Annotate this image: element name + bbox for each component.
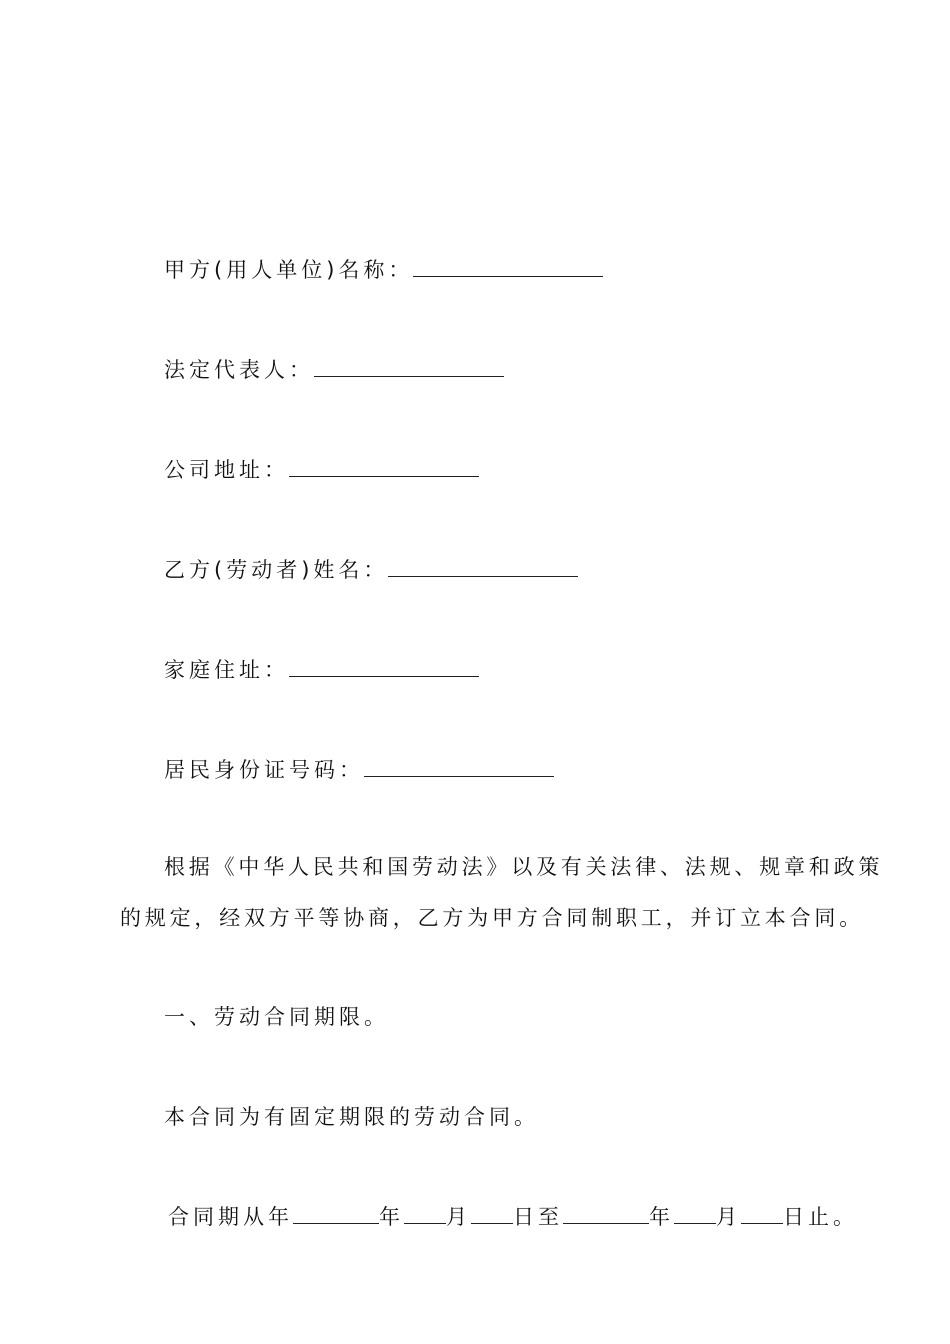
term-year-label: 年 bbox=[379, 1205, 404, 1229]
term-day-to-label: 日至 bbox=[513, 1205, 563, 1229]
start-year-blank[interactable] bbox=[293, 1203, 379, 1224]
party-b-name-blank[interactable] bbox=[388, 556, 578, 577]
term-month-label: 月 bbox=[446, 1205, 471, 1229]
company-address-blank[interactable] bbox=[289, 456, 479, 477]
section1-title: 一、劳动合同期限。 bbox=[164, 1005, 389, 1029]
party-b-name-label: 乙方(劳动者)姓名： bbox=[164, 558, 389, 582]
end-day-blank[interactable] bbox=[741, 1203, 783, 1224]
term-prefix: 合同期从年 bbox=[168, 1205, 293, 1229]
legal-rep-row bbox=[164, 356, 504, 384]
id-number-row bbox=[164, 756, 554, 784]
end-month-blank[interactable] bbox=[674, 1203, 716, 1224]
home-address-label: 家庭住址： bbox=[164, 658, 289, 682]
home-address-row bbox=[164, 656, 479, 684]
term-month2-label: 月 bbox=[716, 1205, 741, 1229]
intro-paragraph-line1: 根据《中华人民共和国劳动法》以及有关法律、法规、规章和政策 bbox=[164, 855, 884, 879]
home-address-blank[interactable] bbox=[289, 656, 479, 677]
company-address-row bbox=[164, 456, 479, 484]
id-number-label: 居民身份证号码： bbox=[164, 758, 364, 782]
start-month-blank[interactable] bbox=[404, 1203, 446, 1224]
intro-paragraph-line2: 的规定，经双方平等协商，乙方为甲方合同制职工，并订立本合同。 bbox=[120, 906, 864, 930]
party-a-name-label: 甲方(用人单位)名称： bbox=[164, 258, 414, 282]
legal-rep-blank[interactable] bbox=[314, 356, 504, 377]
section1-text: 本合同为有固定期限的劳动合同。 bbox=[164, 1105, 539, 1129]
legal-rep-label: 法定代表人： bbox=[164, 358, 314, 382]
start-day-blank[interactable] bbox=[471, 1203, 513, 1224]
id-number-blank[interactable] bbox=[364, 756, 554, 777]
term-day-end-label: 日止。 bbox=[783, 1205, 858, 1229]
term-year2-label: 年 bbox=[649, 1205, 674, 1229]
party-b-name-row bbox=[164, 556, 578, 584]
company-address-label: 公司地址： bbox=[164, 458, 289, 482]
party-a-name-blank[interactable] bbox=[413, 256, 603, 277]
contract-term-row bbox=[168, 1203, 858, 1231]
party-a-name-row bbox=[164, 256, 603, 284]
end-year-blank[interactable] bbox=[563, 1203, 649, 1224]
